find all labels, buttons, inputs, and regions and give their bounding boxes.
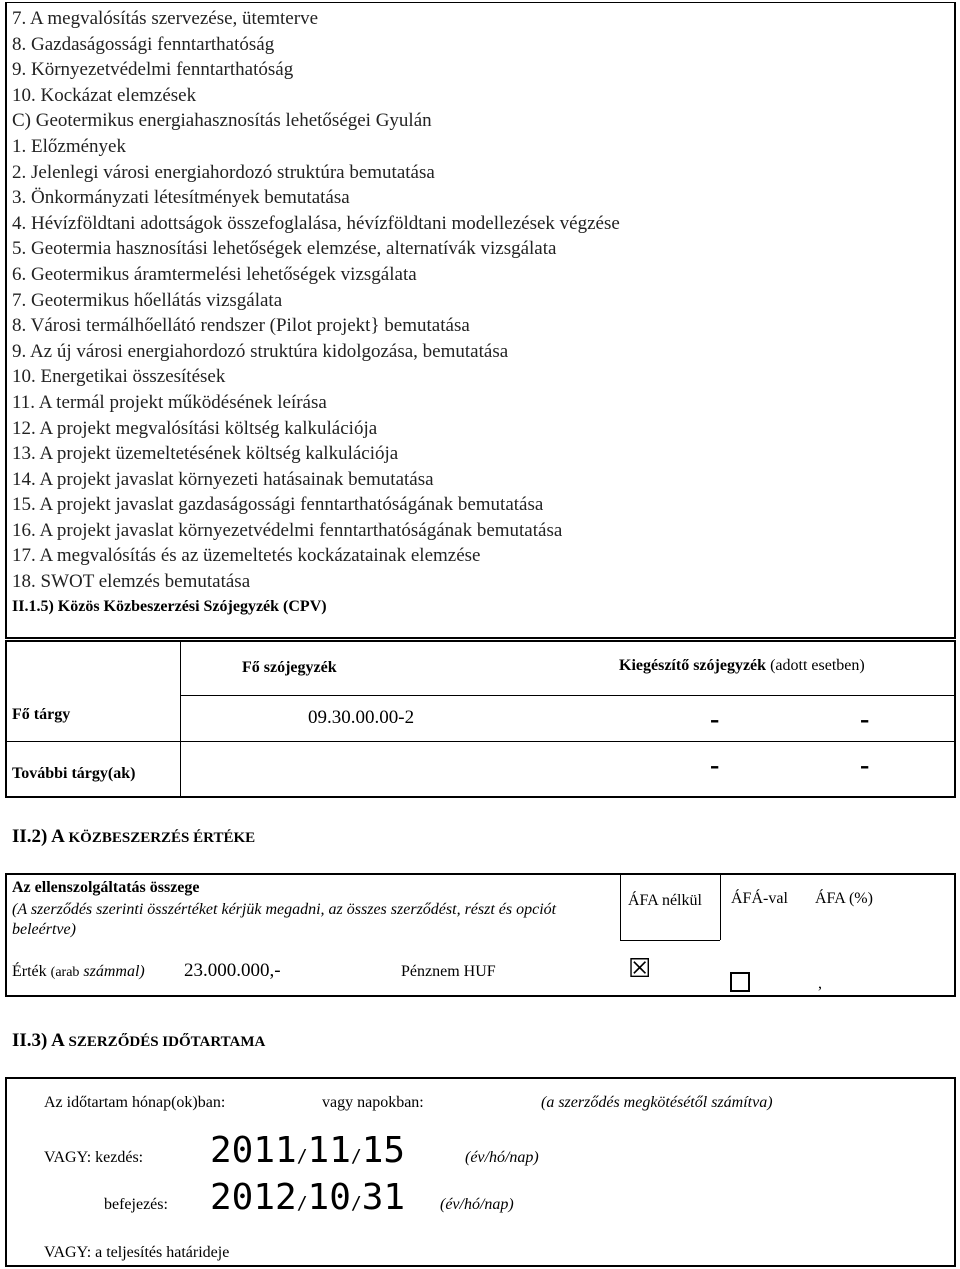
list-item: 4. Hévízföldtani adottságok összefoglalása, hévízföldtani modellezések végzése: [12, 212, 620, 234]
afa-val-checkbox[interactable]: [730, 972, 750, 992]
row-extra-supp-dash-2: -: [860, 750, 870, 781]
list-item: 8. Gazdaságossági fenntarthatóság: [12, 33, 275, 55]
contents-list: [12, 6, 620, 595]
cpv-col-line: [180, 640, 181, 798]
list-item: 5. Geotermia hasznosítási lehetőségek elemzése, alternatívák vizsgálata: [12, 238, 557, 260]
row-main-cpv-code: 09.30.00.00-2: [308, 707, 415, 728]
list-item: 2. Jelenlegi városi energiahordozó struktúra bemutatása: [12, 161, 435, 183]
value-note: (A szerződés szerinti összértéket kérjük megadni, az összes szerződést, részt és opciót beleértve): [12, 901, 557, 938]
list-item: 10. Energetikai összesítések: [12, 366, 226, 388]
afa-line: [620, 940, 720, 941]
days-label: vagy napokban:: [322, 1094, 424, 1111]
row-extra-supp-dash-1: -: [710, 750, 720, 781]
afa-pct-label: ÁFA (%): [815, 890, 873, 907]
start-day: 15: [361, 1130, 406, 1171]
penznem-huf: Pénznem HUF: [401, 963, 496, 980]
list-item: 10. Kockázat elemzések: [12, 84, 197, 106]
col-main-header: Fő szójegyzék: [242, 659, 337, 676]
list-item: 1. Előzmények: [12, 135, 126, 157]
afa-val-label: ÁFÁ-val: [731, 890, 788, 907]
cpv-header-line: [180, 695, 956, 696]
end-month: 10: [307, 1177, 351, 1218]
list-item: 6. Geotermikus áramtermelési lehetőségek vizsgálata: [12, 263, 417, 285]
row-main-label: Fő tárgy: [12, 706, 71, 723]
list-item: 14. A projekt javaslat környezeti hatásainak bemutatása: [12, 468, 434, 490]
start-label: VAGY: kezdés:: [44, 1149, 144, 1166]
list-item: 9. Környezetvédelmi fenntarthatóság: [12, 59, 294, 81]
list-item: 7. Geotermikus hőellátás vizsgálata: [12, 289, 283, 311]
row-main-supp-dash-1: -: [710, 704, 720, 735]
list-item: C) Geotermikus energiahasznosítás lehetőségei Gyulán: [12, 110, 432, 132]
afa-pct-comma: ,: [818, 975, 822, 992]
list-item: 11. A termál projekt működésének leírása: [12, 391, 327, 413]
start-month: 11: [307, 1130, 351, 1171]
end-label: befejezés:: [104, 1196, 168, 1213]
list-item: 8. Városi termálhőellátó rendszer (Pilot projekt} bemutatása: [12, 315, 470, 337]
row-main-supp-dash-2: -: [860, 704, 870, 735]
cpv-row-line: [5, 741, 956, 742]
list-item: 7. A megvalósítás szervezése, ütemterve: [12, 8, 319, 29]
cpv-heading: II.1.5) Közös Közbeszerzési Szójegyzék (CPV): [12, 598, 327, 615]
list-item: 13. A projekt üzemeltetésének költség kalkulációja: [12, 443, 399, 465]
list-item: 12. A projekt megvalósítási költség kalkulációja: [12, 417, 378, 439]
from-signing-note: (a szerződés megkötésétől számítva): [541, 1094, 773, 1111]
value-heading: II.2) A KÖZBESZERZÉS ÉRTÉKE: [12, 826, 256, 847]
deadline-label: VAGY: a teljesítés határideje: [44, 1244, 230, 1261]
duration-heading: II.3) A SZERZŐDÉS IDŐTARTAMA: [12, 1030, 266, 1051]
list-item: 16. A projekt javaslat környezetvédelmi fenntarthatóságának bemutatása: [12, 519, 563, 541]
afa-nelkul-label: ÁFA nélkül: [628, 892, 702, 909]
col-supp-header: Kiegészítő szójegyzék (adott esetben): [619, 657, 865, 674]
ertek-label: Érték (arab számmal): [12, 963, 145, 980]
start-ymd-note: (év/hó/nap): [465, 1149, 539, 1166]
start-date: 2011/11/15: [210, 1130, 406, 1171]
list-item: 15. A projekt javaslat gazdaságossági fenntarthatóságának bemutatása: [12, 494, 544, 516]
end-day: 31: [361, 1177, 406, 1218]
list-item: 9. Az új városi energiahordozó struktúra kidolgozása, bemutatása: [12, 340, 509, 362]
checked-checkbox[interactable]: ☒: [628, 954, 652, 983]
row-extra-label: További tárgy(ak): [12, 765, 136, 782]
list-item: 18. SWOT elemzés bemutatása: [12, 571, 251, 593]
start-year: 2011: [210, 1130, 297, 1171]
end-ymd-note: (év/hó/nap): [440, 1196, 514, 1213]
list-item: 3. Önkormányzati létesítmények bemutatása: [12, 187, 350, 209]
end-year: 2012: [210, 1177, 297, 1218]
end-date: 2012/10/31: [210, 1177, 406, 1218]
ertek-value: 23.000.000,-: [184, 960, 281, 981]
value-title: Az ellenszolgáltatás összege: [12, 879, 200, 896]
list-item: 17. A megvalósítás és az üzemeltetés kockázatainak elemzése: [12, 545, 481, 567]
months-label: Az időtartam hónap(ok)ban:: [44, 1094, 226, 1111]
